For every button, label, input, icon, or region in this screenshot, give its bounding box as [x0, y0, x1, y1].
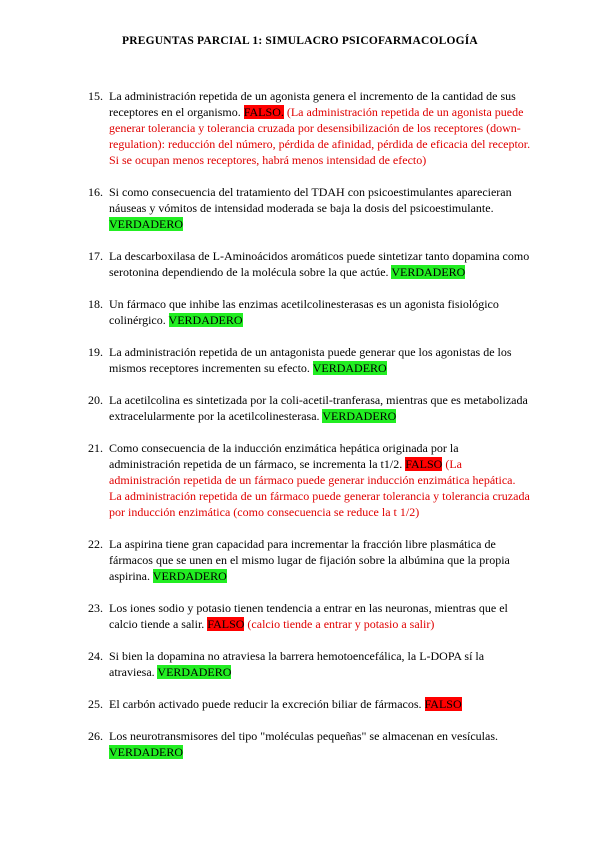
- question-number: 25.: [88, 697, 103, 711]
- question-number: 15.: [88, 89, 103, 103]
- question-text: La descarboxilasa de L-Aminoácidos aromáticos puede sintetizar tanto dopamina como serotonina dependiendo de la molécula sobre la que actúe.: [109, 249, 530, 279]
- answer-badge: VERDADERO: [109, 745, 183, 759]
- question-number: 17.: [88, 249, 103, 263]
- question-item: [88, 88, 531, 168]
- question-item: [88, 536, 531, 584]
- question-text: La aspirina tiene gran capacidad para incrementar la fracción libre plasmática de fármacos que se unen en el mismo lugar de fijación sobre la albúmina que la propia aspirina.: [109, 537, 510, 583]
- question-number: 21.: [88, 441, 103, 455]
- answer-badge: VERDADERO: [322, 409, 397, 423]
- question-item: [88, 184, 531, 232]
- question-text: Los iones sodio y potasio tienen tendencia a entrar en las neuronas, mientras que el calcio tiende a salir.: [109, 601, 508, 631]
- answer-explanation: (La administración repetida de un agonista puede generar tolerancia y tolerancia cruzada por desensibilización de los receptores (down-regulation): reducción del número, pérdida de afinidad, pérdida de eficacia del receptor. Si se ocupan menos receptores, habrá menos intensidad de efecto): [109, 105, 531, 167]
- answer-badge: VERDADERO: [157, 665, 232, 679]
- question-item: [88, 696, 531, 712]
- question-item: [88, 248, 531, 280]
- question-item: [88, 296, 531, 328]
- question-text: Si como consecuencia del tratamiento del TDAH con psicoestimulantes aparecieran náuseas y vómitos de intensidad moderada se baja la dosis del psicoestimulante.: [109, 185, 512, 215]
- page-title: PREGUNTAS PARCIAL 1: SIMULACRO PSICOFARMACOLOGÍA: [122, 35, 478, 47]
- answer-explanation: (calcio tiende a entrar y potasio a salir): [244, 617, 435, 631]
- answer-badge: VERDADERO: [109, 217, 183, 231]
- question-item: [88, 648, 531, 680]
- question-number: 18.: [88, 297, 103, 311]
- question-text: El carbón activado puede reducir la excreción biliar de fármacos.: [109, 697, 425, 711]
- answer-badge: VERDADERO: [312, 361, 387, 375]
- question-number: 23.: [88, 601, 103, 615]
- question-text: La administración repetida de un antagonista puede generar que los agonistas de los mismos receptores incrementen su efecto.: [109, 345, 512, 375]
- answer-explanation: (La administración repetida de un fármaco puede generar inducción enzimática hepática. La administración repetida de un fármaco puede generar tolerancia y tolerancia cruzada por inducción enzimática (como consecuencia se reduce la t 1/2): [109, 457, 530, 519]
- question-text: Un fármaco que inhibe las enzimas acetilcolinesterasas es un agonista fisiológico colinérgico.: [109, 297, 499, 327]
- question-text: Como consecuencia de la inducción enzimática hepática originada por la administración repetida de un fármaco, se incrementa la t1/2.: [109, 441, 459, 471]
- question-number: 22.: [88, 537, 103, 551]
- question-text: Si bien la dopamina no atraviesa la barrera hemotoencefálica, la L-DOPA sí la atraviesa.: [109, 649, 485, 679]
- question-item: [88, 440, 531, 520]
- answer-badge: VERDADERO: [152, 569, 227, 583]
- question-number: 24.: [88, 649, 103, 663]
- question-text: Los neurotransmisores del tipo "moléculas pequeñas" se almacenan en vesículas.: [109, 729, 499, 743]
- answer-badge: VERDADERO: [391, 265, 466, 279]
- question-number: 19.: [88, 345, 103, 359]
- answer-badge: FALSO: [207, 617, 245, 631]
- question-number: 20.: [88, 393, 103, 407]
- answer-badge: FALSO.: [243, 105, 284, 119]
- question-text: La administración repetida de un agonista genera el incremento de la cantidad de sus receptores en el organismo.: [109, 89, 516, 119]
- answer-badge: VERDADERO: [168, 313, 243, 327]
- question-item: [88, 344, 531, 376]
- answer-badge: FALSO: [405, 457, 443, 471]
- question-item: [88, 728, 531, 760]
- answer-badge: FALSO: [424, 697, 462, 711]
- question-number: 26.: [88, 729, 103, 743]
- question-item: [88, 392, 531, 424]
- question-text: La acetilcolina es sintetizada por la coli-acetil-tranferasa, mientras que es metabolizada extracelularmente por la acetilcolinesterasa.: [109, 393, 528, 423]
- question-item: [88, 600, 531, 632]
- question-number: 16.: [88, 185, 103, 199]
